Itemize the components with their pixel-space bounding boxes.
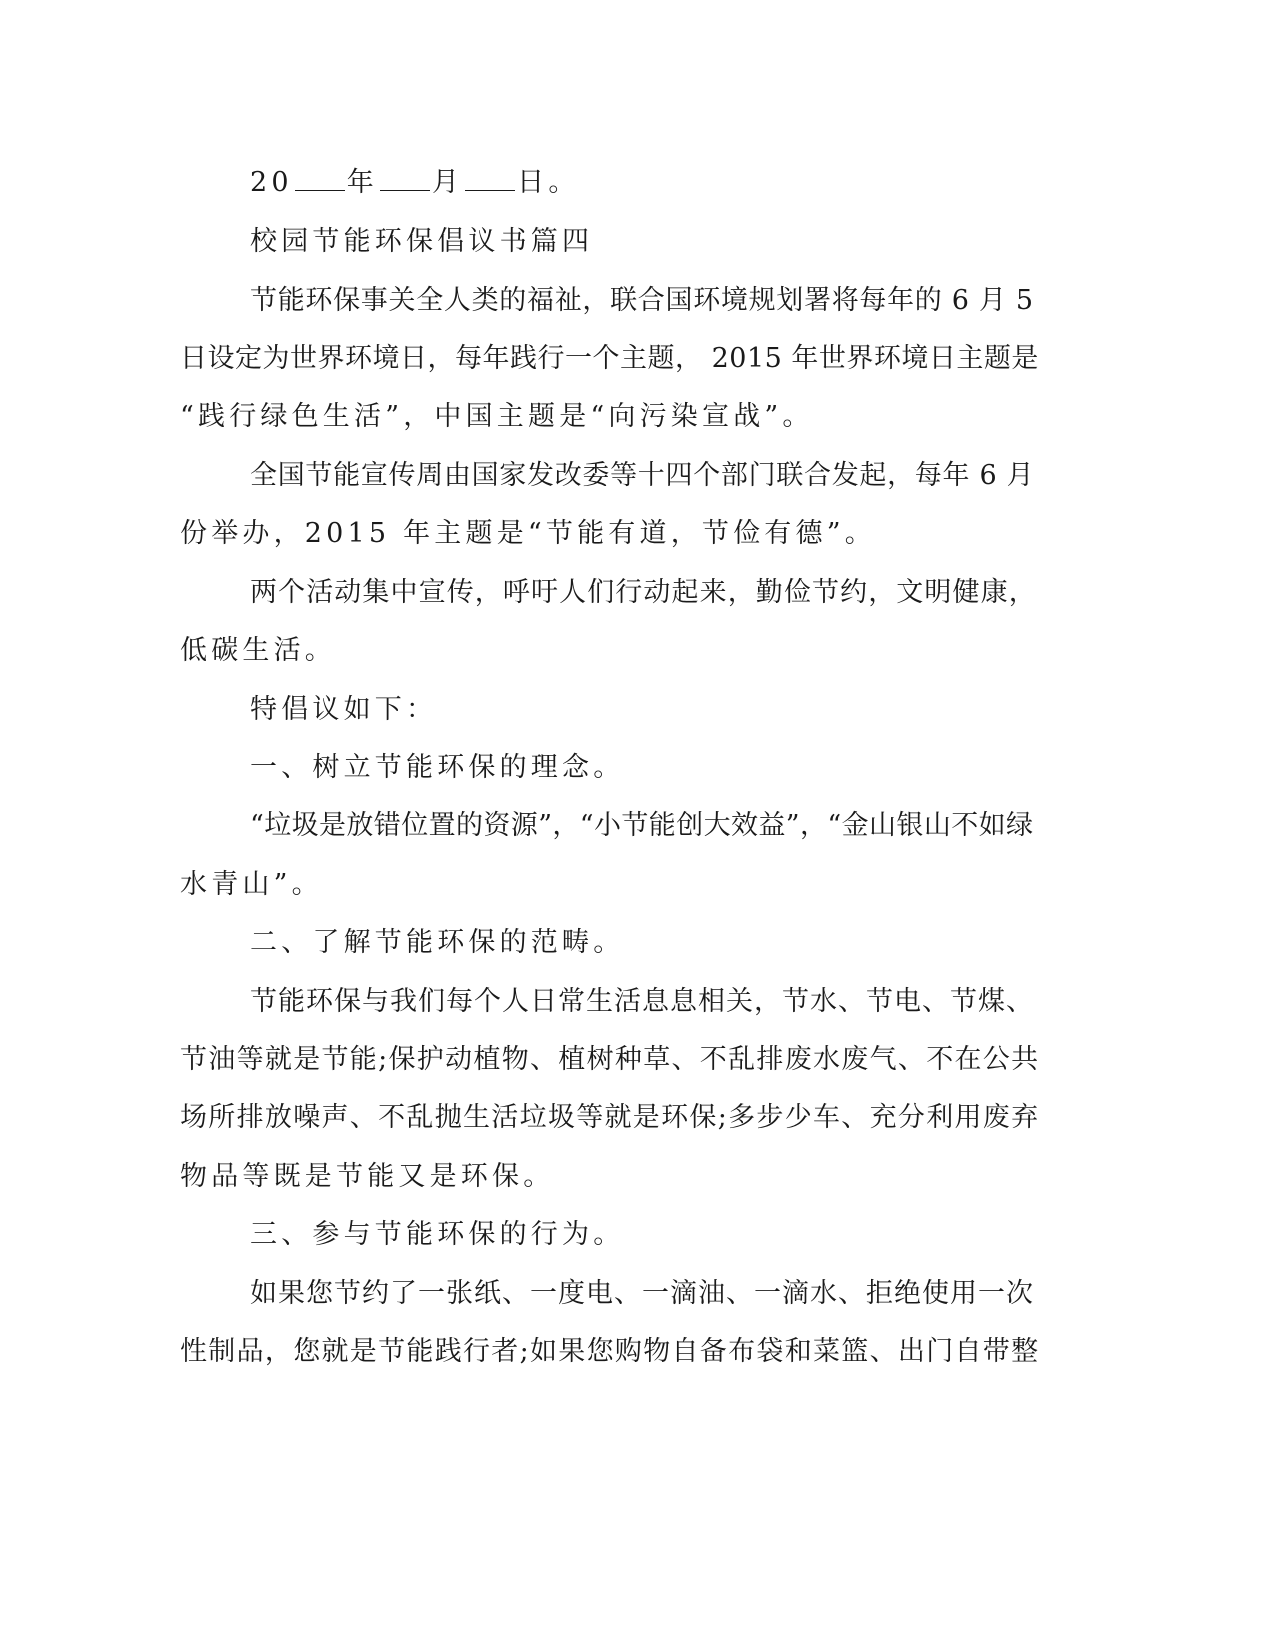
paragraph-line: 三、参与节能环保的行为。	[250, 1219, 625, 1250]
paragraph-line: 物品等既是节能又是环保。	[180, 1161, 555, 1192]
paragraph-line: 两个活动集中宣传，呼吁人们行动起来，勤俭节约，文明健康，	[250, 577, 1037, 608]
paragraph-line: 场所排放噪声、不乱抛生活垃圾等就是环保;多步少车、充分利用废弃	[180, 1102, 1040, 1133]
section-title: 校园节能环保倡议书篇四	[250, 226, 594, 257]
year-blank	[295, 168, 345, 191]
paragraph-line: 如果您节约了一张纸、一度电、一滴油、一滴水、拒绝使用一次	[250, 1278, 1034, 1309]
month-label: 月	[431, 167, 464, 198]
paragraph-line: 份举办，2015 年主题是“节能有道，节俭有德”。	[180, 518, 876, 549]
paragraph-line: 二、了解节能环保的范畴。	[250, 927, 625, 958]
day-label: 日。	[517, 167, 580, 198]
paragraph-line: 节能环保事关全人类的福祉，联合国环境规划署将每年的 6 月 5	[250, 285, 1034, 316]
paragraph-line: 全国节能宣传周由国家发改委等十四个部门联合发起，每年 6 月	[250, 460, 1035, 491]
paragraph-line: 一、树立节能环保的理念。	[250, 752, 625, 783]
paragraph-line: 节能环保与我们每个人日常生活息息相关，节水、节电、节煤、	[250, 986, 1034, 1017]
paragraph-line: 日设定为世界环境日，每年践行一个主题， 2015 年世界环境日主题是	[180, 343, 1039, 374]
day-blank	[465, 168, 515, 191]
year-label: 年	[346, 167, 378, 198]
paragraph-line: 节油等就是节能;保护动植物、植树种草、不乱排废水废气、不在公共	[180, 1044, 1040, 1075]
paragraph-line: 性制品，您就是节能践行者;如果您购物自备布袋和菜篮、出门自带整	[180, 1336, 1040, 1367]
paragraph-line: 低碳生活。	[180, 635, 336, 666]
paragraph-line: 水青山”。	[180, 869, 323, 900]
paragraph-line: “垃圾是放错位置的资源”，“小节能创大效益”，“金山银山不如绿	[250, 810, 1034, 841]
paragraph-line: 特倡议如下：	[250, 694, 438, 725]
year-prefix: 20	[250, 167, 293, 198]
paragraph-line: “践行绿色生活”，中国主题是“向污染宣战”。	[180, 401, 814, 432]
date-line	[250, 165, 580, 201]
month-blank	[380, 168, 430, 191]
